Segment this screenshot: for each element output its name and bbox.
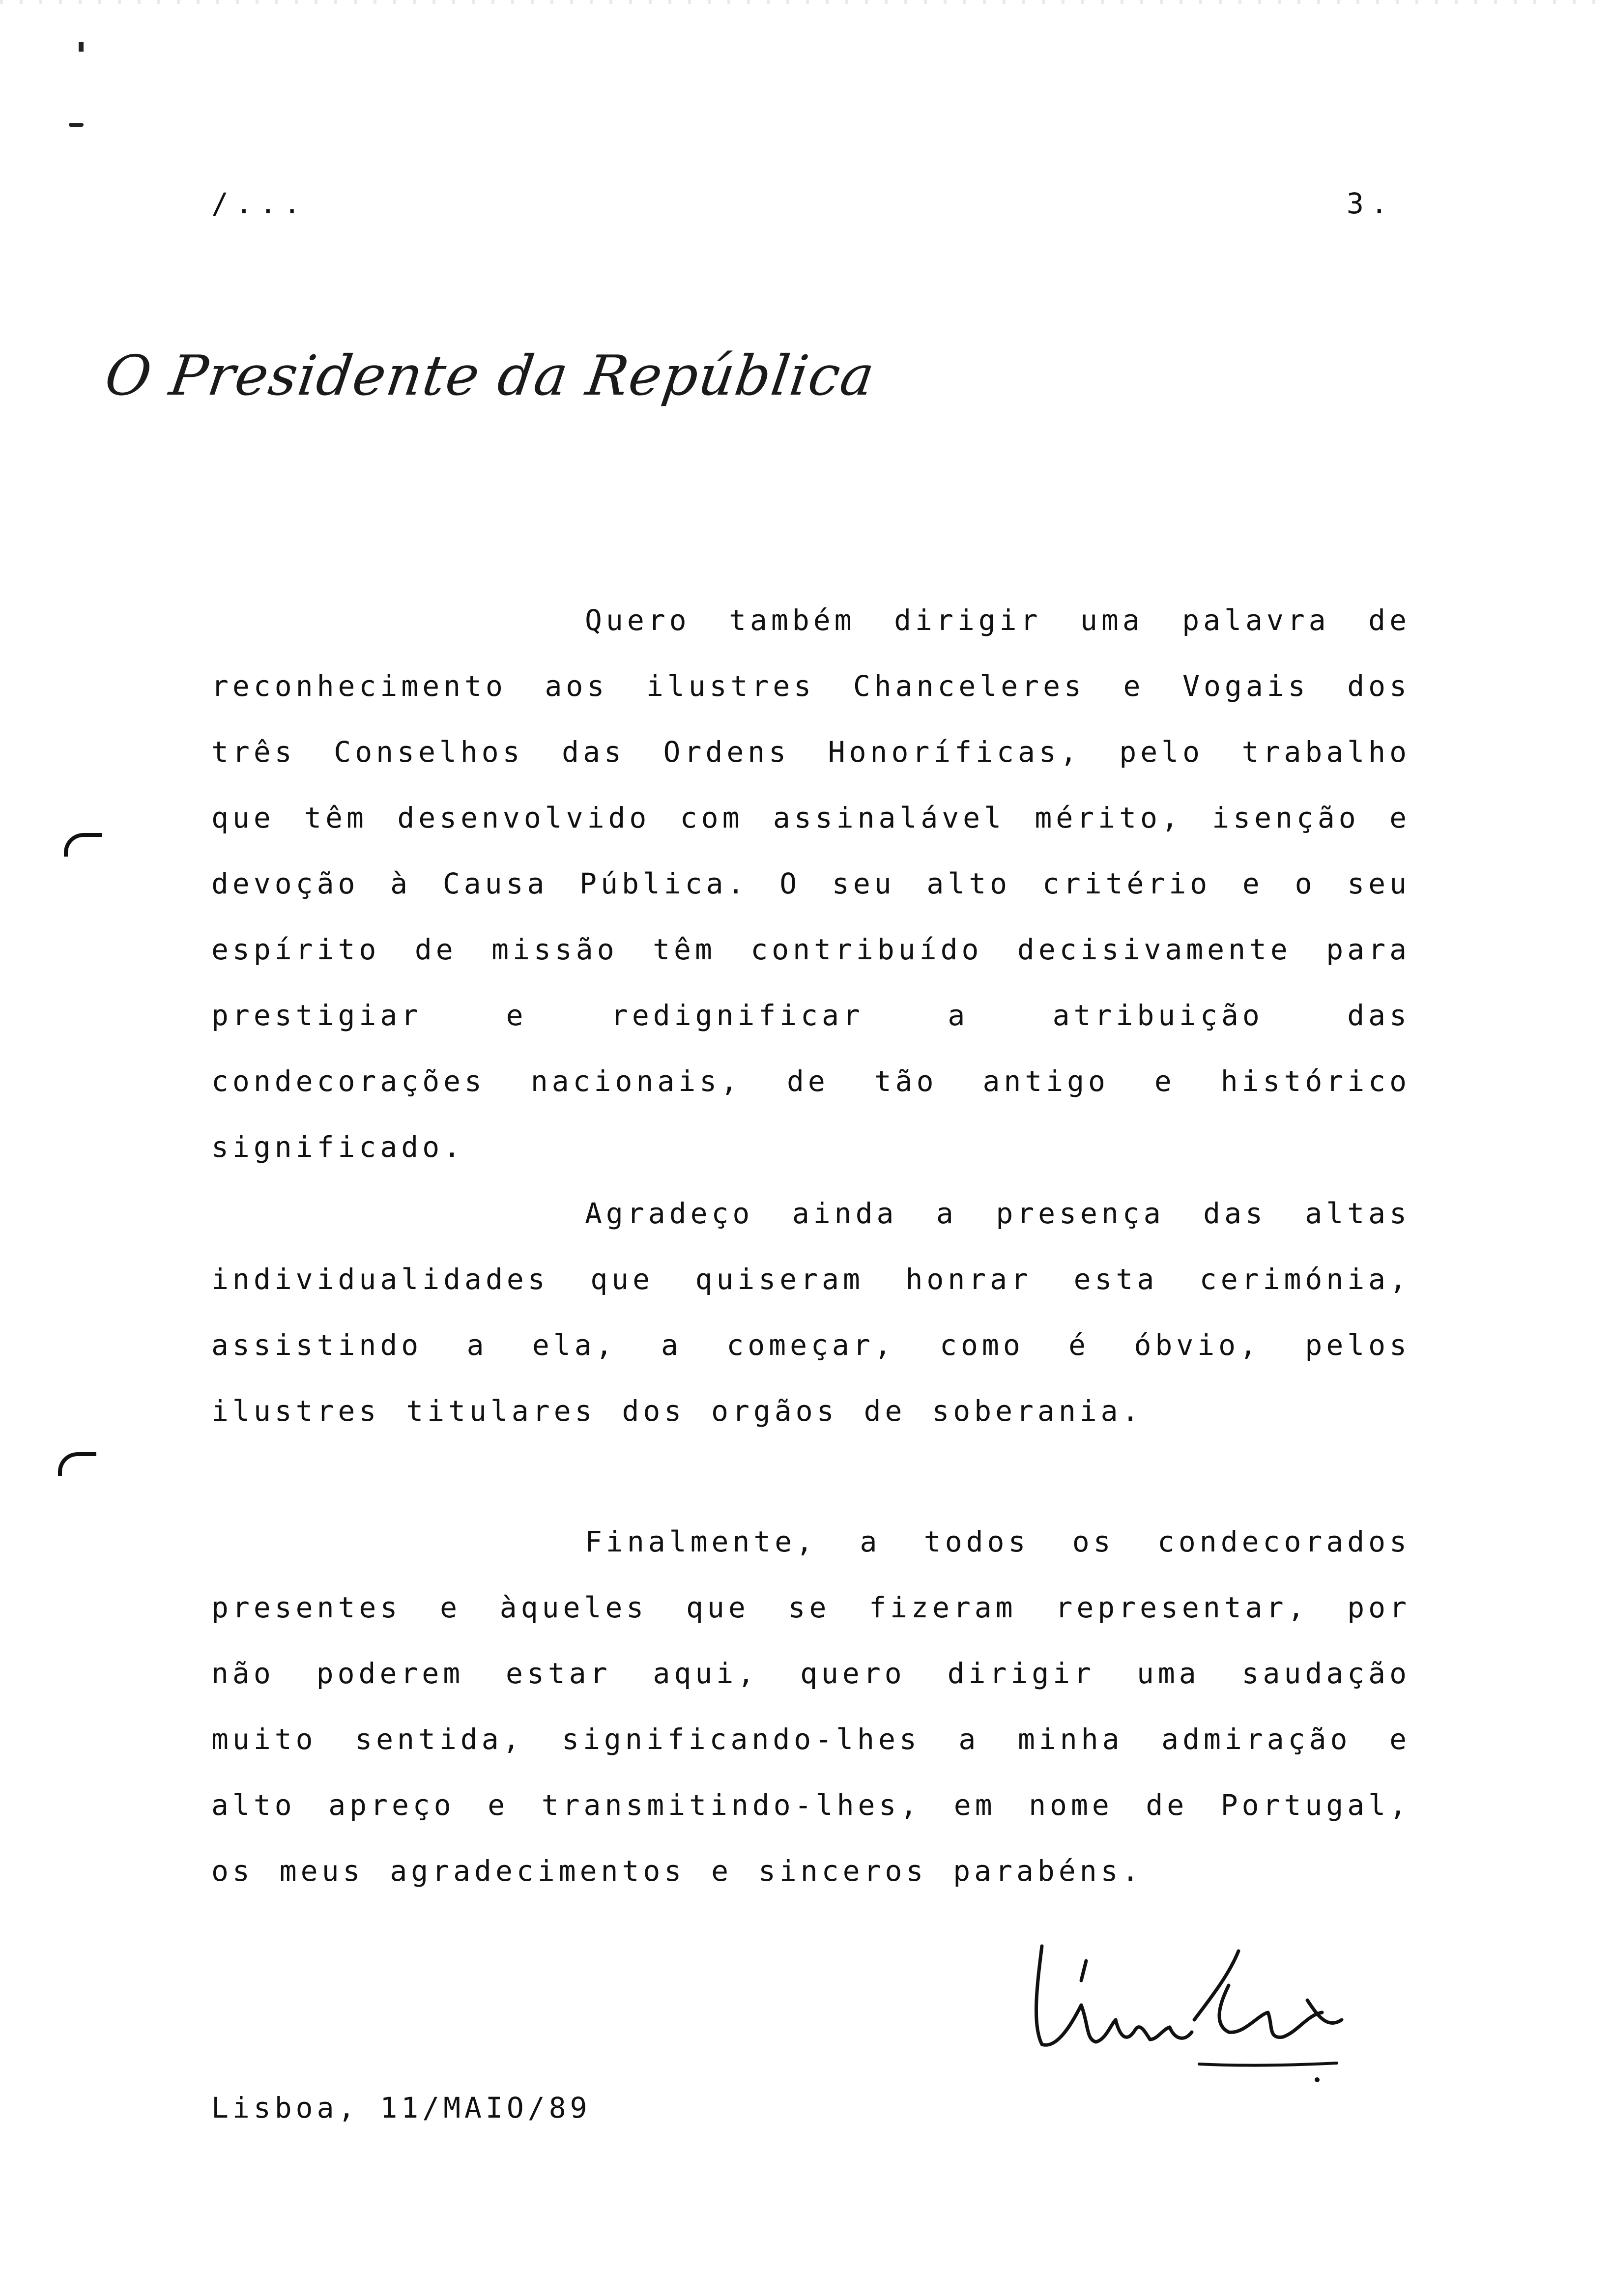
signature-drawing	[1022, 1926, 1356, 2084]
letterhead-title: O Presidente da República	[101, 344, 879, 408]
handwritten-signature	[1022, 1926, 1356, 2084]
paragraph-thanks	[211, 1180, 1410, 1444]
paragraph-text: Finalmente, a todos os condecorados presentes e àqueles que se fizeram representar, por não poderem estar aqui, quero dirigir uma saudação muito sentida, significando-lhes a minha admiração e alto apreço e transmitindo-lhes, em nome de Portugal, os meus agradecimentos e sinceros parabéns.	[211, 1525, 1410, 1888]
scan-edge-artifact	[0, 0, 1612, 4]
margin-bracket-mark	[64, 833, 102, 857]
paragraph-closing	[211, 1509, 1410, 1904]
place-and-date: Lisboa, 11/MAIO/89	[211, 2091, 591, 2124]
margin-bracket-mark	[58, 1452, 96, 1476]
paragraph-text: Agradeço ainda a presença das altas individualidades que quiseram honrar esta cerimónia, assistindo a ela, a começar, como é óbvio, pelos ilustres titulares dos orgãos de soberania.	[211, 1197, 1410, 1428]
continuation-mark: /...	[211, 187, 308, 220]
page-number: 3.	[1347, 187, 1395, 220]
paragraph-text: Quero também dirigir uma palavra de reconhecimento aos ilustres Chanceleres e Vogais dos três Conselhos das Ordens Honoríficas, pelo trabalho que têm desenvolvido com assinalável mérito, isenção e devoção à Causa Pública. O seu alto critério e o seu espírito de missão têm contribuído decisivamente para prestigiar e redignificar a atribuição das condecorações nacionais, de tão antigo e histórico significado.	[211, 603, 1410, 1164]
paragraph-acknowledgement	[211, 587, 1410, 1180]
scan-speck	[79, 42, 84, 52]
scan-speck	[69, 123, 84, 127]
